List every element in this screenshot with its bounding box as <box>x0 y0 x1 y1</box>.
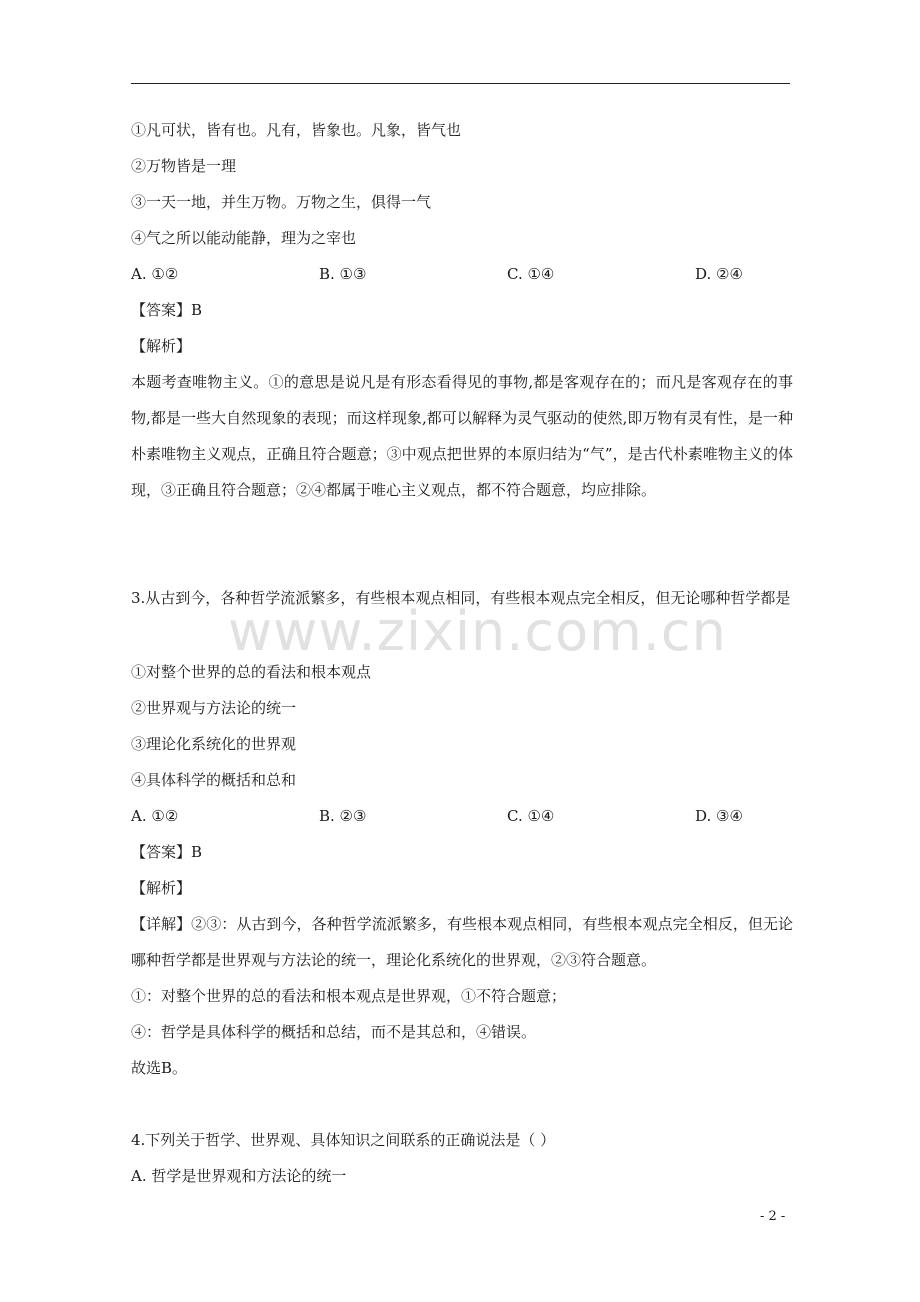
q3-option-c: C. ①④ <box>507 807 555 825</box>
header-rule <box>131 83 790 84</box>
q3-explain-4: ④：哲学是具体科学的概括和总结，而不是其总和，④错误。 <box>131 1023 537 1041</box>
q3-stem: 3.从古到今，各种哲学流派繁多，有些根本观点相同，有些根本观点完全相反，但无论哪种哲学都是 <box>131 589 791 607</box>
q2-item-1: ①凡可状，皆有也。凡有，皆象也。凡象，皆气也 <box>131 121 462 139</box>
watermark: www.zixin.com.cn <box>228 600 727 663</box>
q3-analysis-label: 【解析】 <box>131 879 192 897</box>
q2-option-d: D. ②④ <box>695 265 743 283</box>
q2-option-b: B. ①③ <box>319 265 367 283</box>
q3-option-a: A. ①② <box>131 807 179 825</box>
q3-option-b: B. ②③ <box>319 807 367 825</box>
q2-option-c: C. ①④ <box>507 265 555 283</box>
q2-analysis-label: 【解析】 <box>131 337 192 355</box>
q3-conclusion: 故选B。 <box>131 1059 188 1077</box>
q3-item-2: ②世界观与方法论的统一 <box>131 699 297 717</box>
q3-answer: 【答案】B <box>131 843 203 861</box>
q4-stem: 4.下列关于哲学、世界观、具体知识之间联系的正确说法是（ ） <box>131 1131 556 1149</box>
q2-analysis: 本题考查唯物主义。①的意思是说凡是有形态看得见的事物,都是客观存在的；而凡是客观存在的事物,都是一些大自然现象的表现；而这样现象,都可以解释为灵气驱动的使然,即万物有灵有性，是一种朴素唯物主义观点，正确且符合题意；③中观点把世界的本原归结为“气”，是古代朴素唯物主义的体现，③正确且符合题意；②④都属于唯心主义观点，都不符合题意，均应排除。 <box>131 373 793 499</box>
q2-answer: 【答案】B <box>131 301 203 319</box>
q3-option-d: D. ③④ <box>695 807 743 825</box>
q3-item-3: ③理论化系统化的世界观 <box>131 735 297 753</box>
q3-explain-1: ①：对整个世界的总的看法和根本观点是世界观，①不符合题意； <box>131 987 567 1005</box>
q3-detail: 【详解】②③：从古到今，各种哲学流派繁多，有些根本观点相同，有些根本观点完全相反，但无论哪种哲学都是世界观与方法论的统一，理论化系统化的世界观，②③符合题意。 <box>131 915 793 969</box>
page-number: - 2 - <box>760 1209 786 1224</box>
q3-item-4: ④具体科学的概括和总和 <box>131 771 297 789</box>
q2-item-4: ④气之所以能动能静，理为之宰也 <box>131 229 357 247</box>
q2-item-2: ②万物皆是一理 <box>131 157 237 175</box>
q2-item-3: ③一天一地，并生万物。万物之生，俱得一气 <box>131 193 432 211</box>
q3-item-1: ①对整个世界的总的看法和根本观点 <box>131 663 372 681</box>
q2-option-a: A. ①② <box>131 265 179 283</box>
q4-option-a: A. 哲学是世界观和方法论的统一 <box>131 1167 347 1185</box>
